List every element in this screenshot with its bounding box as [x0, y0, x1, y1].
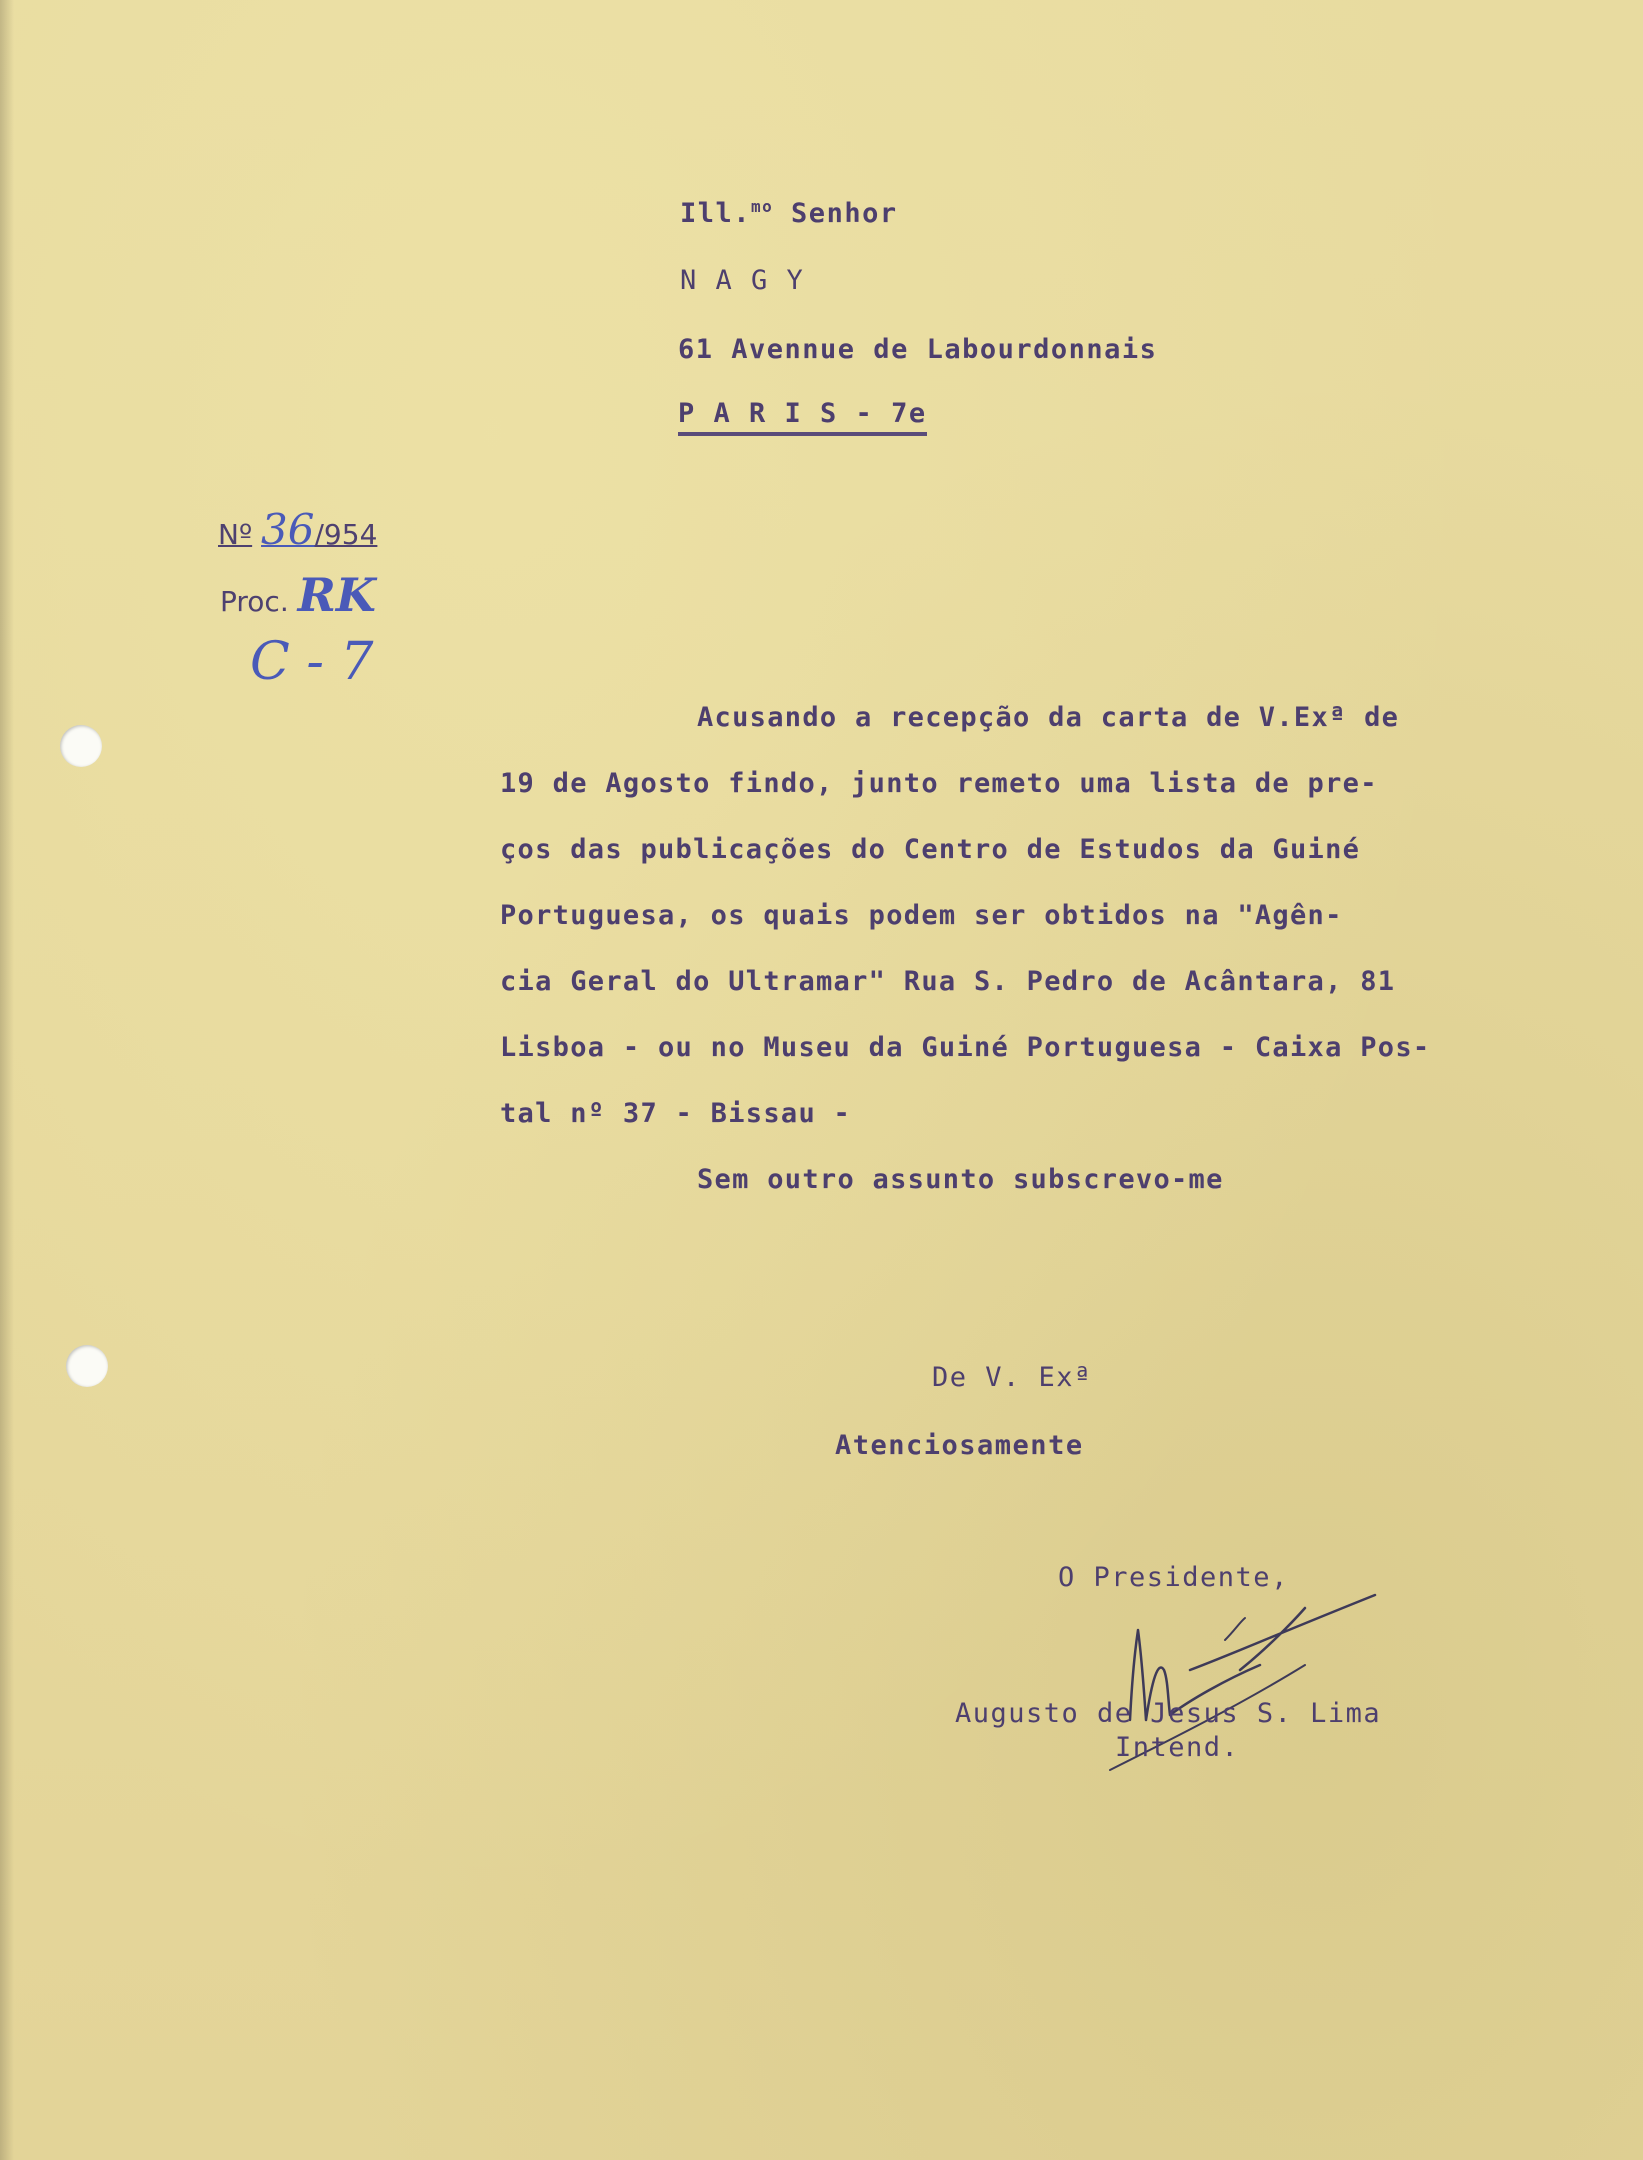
- page-edge-shadow: [0, 0, 14, 2160]
- handwritten-margin-note: C - 7: [250, 632, 374, 692]
- closing-line-1: De V. Exª: [932, 1362, 1092, 1393]
- closing-line-2: Atenciosamente: [835, 1430, 1084, 1461]
- recipient-salutation: Ill.$^{mo}$ Senhor: [680, 197, 898, 229]
- body-line-4: Portuguesa, os quais podem ser obtidos na "Agên-: [500, 900, 1343, 931]
- signature-role: O Presidente,: [1058, 1562, 1289, 1593]
- body-line-5: cia Geral do Ultramar" Rua S. Pedro de Acântara, 81: [500, 966, 1396, 997]
- body-line-2: 19 de Agosto findo, junto remeto uma lista de pre-: [500, 768, 1378, 799]
- body-line-7: tal nº 37 - Bissau -: [500, 1098, 852, 1129]
- body-line-3: ços das publicações do Centro de Estudos da Guiné: [500, 834, 1361, 865]
- reference-proc: Proc. RK: [220, 568, 376, 622]
- reference-number: Nº 36/954: [218, 505, 378, 554]
- signature-title: Intend.: [1115, 1732, 1240, 1763]
- body-line-6: Lisboa - ou no Museu da Guiné Portuguesa - Caixa Pos-: [500, 1032, 1431, 1063]
- punch-hole-top: [60, 725, 102, 767]
- body-line-1: Acusando a recepção da carta de V.Exª de: [697, 702, 1400, 733]
- body-closing-line: Sem outro assunto subscrevo-me: [697, 1164, 1224, 1195]
- recipient-address: 61 Avennue de Labourdonnais: [678, 334, 1158, 365]
- recipient-city: P A R I S - 7e: [678, 398, 927, 436]
- punch-hole-bottom: [66, 1345, 108, 1387]
- recipient-name: N A G Y: [680, 265, 805, 296]
- signature-name: Augusto de Jesus S. Lima: [955, 1698, 1382, 1729]
